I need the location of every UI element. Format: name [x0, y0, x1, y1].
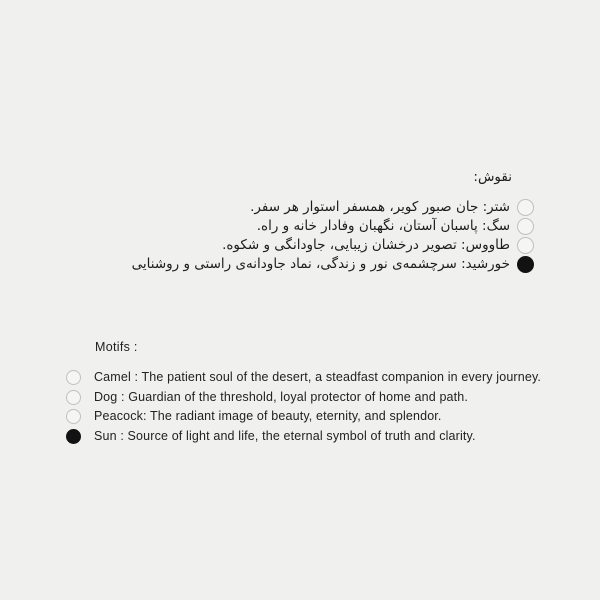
option-dog-en[interactable] [66, 389, 541, 406]
dog-en-radio[interactable] [66, 390, 81, 405]
sun-en-label: Sun : Source of light and life, the eternal symbol of truth and clarity. [94, 428, 476, 443]
peacock-fa-radio[interactable] [517, 237, 534, 254]
option-camel-en[interactable] [66, 369, 541, 386]
peacock-en-radio[interactable] [66, 409, 81, 424]
peacock-fa-label: طاووس: تصویر درخشان زیبایی، جاودانگی و شکوه. [222, 237, 510, 253]
option-sun-fa[interactable] [132, 256, 534, 273]
sun-fa-radio[interactable] [517, 256, 534, 273]
peacock-en-label: Peacock: The radiant image of beauty, eternity, and splendor. [94, 409, 442, 423]
option-dog-fa[interactable] [132, 218, 534, 235]
camel-en-label: Camel : The patient soul of the desert, a steadfast companion in every journey. [94, 370, 542, 384]
persian-motifs-group [132, 168, 534, 275]
option-sun-en[interactable] [66, 428, 541, 445]
sun-fa-label: خورشید: سرچشمه‌ی نور و زندگی، نماد جاودانه‌ی راستی و روشنایی [131, 256, 510, 272]
camel-en-radio[interactable] [66, 370, 81, 385]
camel-fa-label: شتر: جان صبور کویر، همسفر استوار هر سفر. [250, 199, 510, 215]
camel-fa-radio[interactable] [517, 199, 534, 216]
option-peacock-fa[interactable] [132, 237, 534, 254]
english-motifs-group [66, 339, 541, 447]
dog-fa-label: سگ: پاسبان آستان، نگهبان وفادار خانه و راه. [256, 218, 510, 234]
persian-group-heading: نقوش: [473, 169, 512, 185]
dog-fa-radio[interactable] [517, 218, 534, 235]
option-peacock-en[interactable] [66, 408, 541, 425]
sun-en-radio[interactable] [66, 429, 81, 444]
english-group-heading: Motifs : [95, 340, 138, 354]
dog-en-label: Dog : Guardian of the threshold, loyal protector of home and path. [94, 389, 469, 404]
option-camel-fa[interactable] [132, 199, 534, 216]
